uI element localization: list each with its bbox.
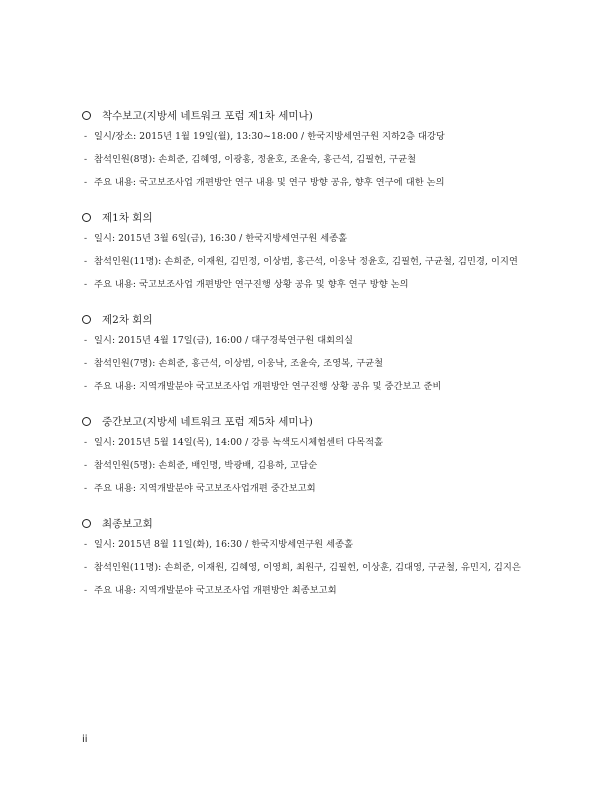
circle-bullet-icon — [82, 111, 91, 120]
dash-bullet-icon: - — [84, 131, 88, 142]
section-heading — [82, 310, 522, 328]
section-heading — [82, 208, 522, 226]
item-text: 참석인원(8명): 손희준, 김혜영, 이광홍, 정윤호, 조윤숙, 홍근석, 김필헌, 구균철 — [94, 154, 417, 165]
list-item — [82, 333, 522, 348]
list-item — [82, 458, 522, 473]
circle-bullet-icon — [82, 519, 91, 528]
section-heading — [82, 514, 522, 532]
list-item — [82, 435, 522, 450]
item-text: 일시: 2015년 3월 6일(금), 16:30 / 한국지방세연구원 세종홀 — [94, 233, 348, 244]
list-item — [82, 560, 522, 575]
section-kickoff-report — [82, 106, 522, 190]
dash-bullet-icon: - — [84, 539, 88, 550]
dash-bullet-icon: - — [84, 279, 88, 290]
item-text: 일시: 2015년 8월 11일(화), 16:30 / 한국지방세연구원 세종홀 — [94, 539, 354, 550]
dash-bullet-icon: - — [84, 256, 88, 267]
list-item — [82, 254, 522, 269]
dash-bullet-icon: - — [84, 177, 88, 188]
list-item — [82, 231, 522, 246]
circle-bullet-icon — [82, 213, 91, 222]
item-text: 일시/장소: 2015년 1월 19일(월), 13:30~18:00 / 한국지방세연구원 지하2층 대강당 — [94, 131, 445, 142]
list-item — [82, 152, 522, 167]
dash-bullet-icon: - — [84, 562, 88, 573]
circle-bullet-icon — [82, 417, 91, 426]
list-item — [82, 379, 522, 394]
dash-bullet-icon: - — [84, 460, 88, 471]
section-title: 착수보고(지방세 네트워크 포럼 제1차 세미나) — [102, 109, 313, 122]
item-text: 주요 내용: 지역개발분야 국고보조사업 개편방안 연구진행 상황 공유 및 중간보고 준비 — [94, 381, 442, 392]
list-item — [82, 277, 522, 292]
item-text: 참석인원(11명): 손희준, 이재원, 김민정, 이상범, 홍근석, 이웅낙 정윤호, 김필헌, 구균철, 김민경, 이지연 — [94, 256, 518, 267]
section-title: 중간보고(지방세 네트워크 포럼 제5차 세미나) — [102, 415, 313, 428]
section-meeting-2 — [82, 310, 522, 394]
list-item — [82, 356, 522, 371]
dash-bullet-icon: - — [84, 233, 88, 244]
section-heading — [82, 106, 522, 124]
dash-bullet-icon: - — [84, 154, 88, 165]
item-text: 주요 내용: 지역개발분야 국고보조사업개편 중간보고회 — [94, 483, 316, 494]
section-meeting-1 — [82, 208, 522, 292]
section-final-report — [82, 514, 522, 598]
document-body — [82, 106, 522, 616]
dash-bullet-icon: - — [84, 437, 88, 448]
section-interim-report — [82, 412, 522, 496]
list-item — [82, 537, 522, 552]
item-text: 주요 내용: 국고보조사업 개편방안 연구 내용 및 연구 방향 공유, 향후 연구에 대한 논의 — [94, 177, 445, 188]
list-item — [82, 583, 522, 598]
item-text: 일시: 2015년 5월 14일(목), 14:00 / 강릉 녹색도시체험센터 다목적홀 — [94, 437, 384, 448]
item-text: 주요 내용: 지역개발분야 국고보조사업 개편방안 최종보고회 — [94, 585, 337, 596]
item-text: 참석인원(7명): 손희준, 홍근석, 이상범, 이웅낙, 조윤숙, 조영복, 구균철 — [94, 358, 384, 369]
dash-bullet-icon: - — [84, 335, 88, 346]
dash-bullet-icon: - — [84, 483, 88, 494]
dash-bullet-icon: - — [84, 381, 88, 392]
section-title: 최종보고회 — [102, 517, 153, 530]
list-item — [82, 175, 522, 190]
dash-bullet-icon: - — [84, 585, 88, 596]
list-item — [82, 481, 522, 496]
item-text: 참석인원(5명): 손희준, 배인명, 박광배, 김용하, 고담순 — [94, 460, 318, 471]
item-text: 참석인원(11명): 손희준, 이재원, 김혜영, 이영희, 최원구, 김필헌, 이상훈, 김대영, 구균철, 유민지, 김지은 — [94, 562, 521, 573]
section-title: 제1차 회의 — [102, 211, 153, 224]
section-heading — [82, 412, 522, 430]
circle-bullet-icon — [82, 315, 91, 324]
section-title: 제2차 회의 — [102, 313, 153, 326]
item-text: 일시: 2015년 4월 17일(금), 16:00 / 대구경북연구원 대회의실 — [94, 335, 354, 346]
dash-bullet-icon: - — [84, 358, 88, 369]
item-text: 주요 내용: 국고보조사업 개편방안 연구진행 상황 공유 및 향후 연구 방향 논의 — [94, 279, 409, 290]
page-number: ii — [82, 734, 88, 745]
list-item — [82, 129, 522, 144]
